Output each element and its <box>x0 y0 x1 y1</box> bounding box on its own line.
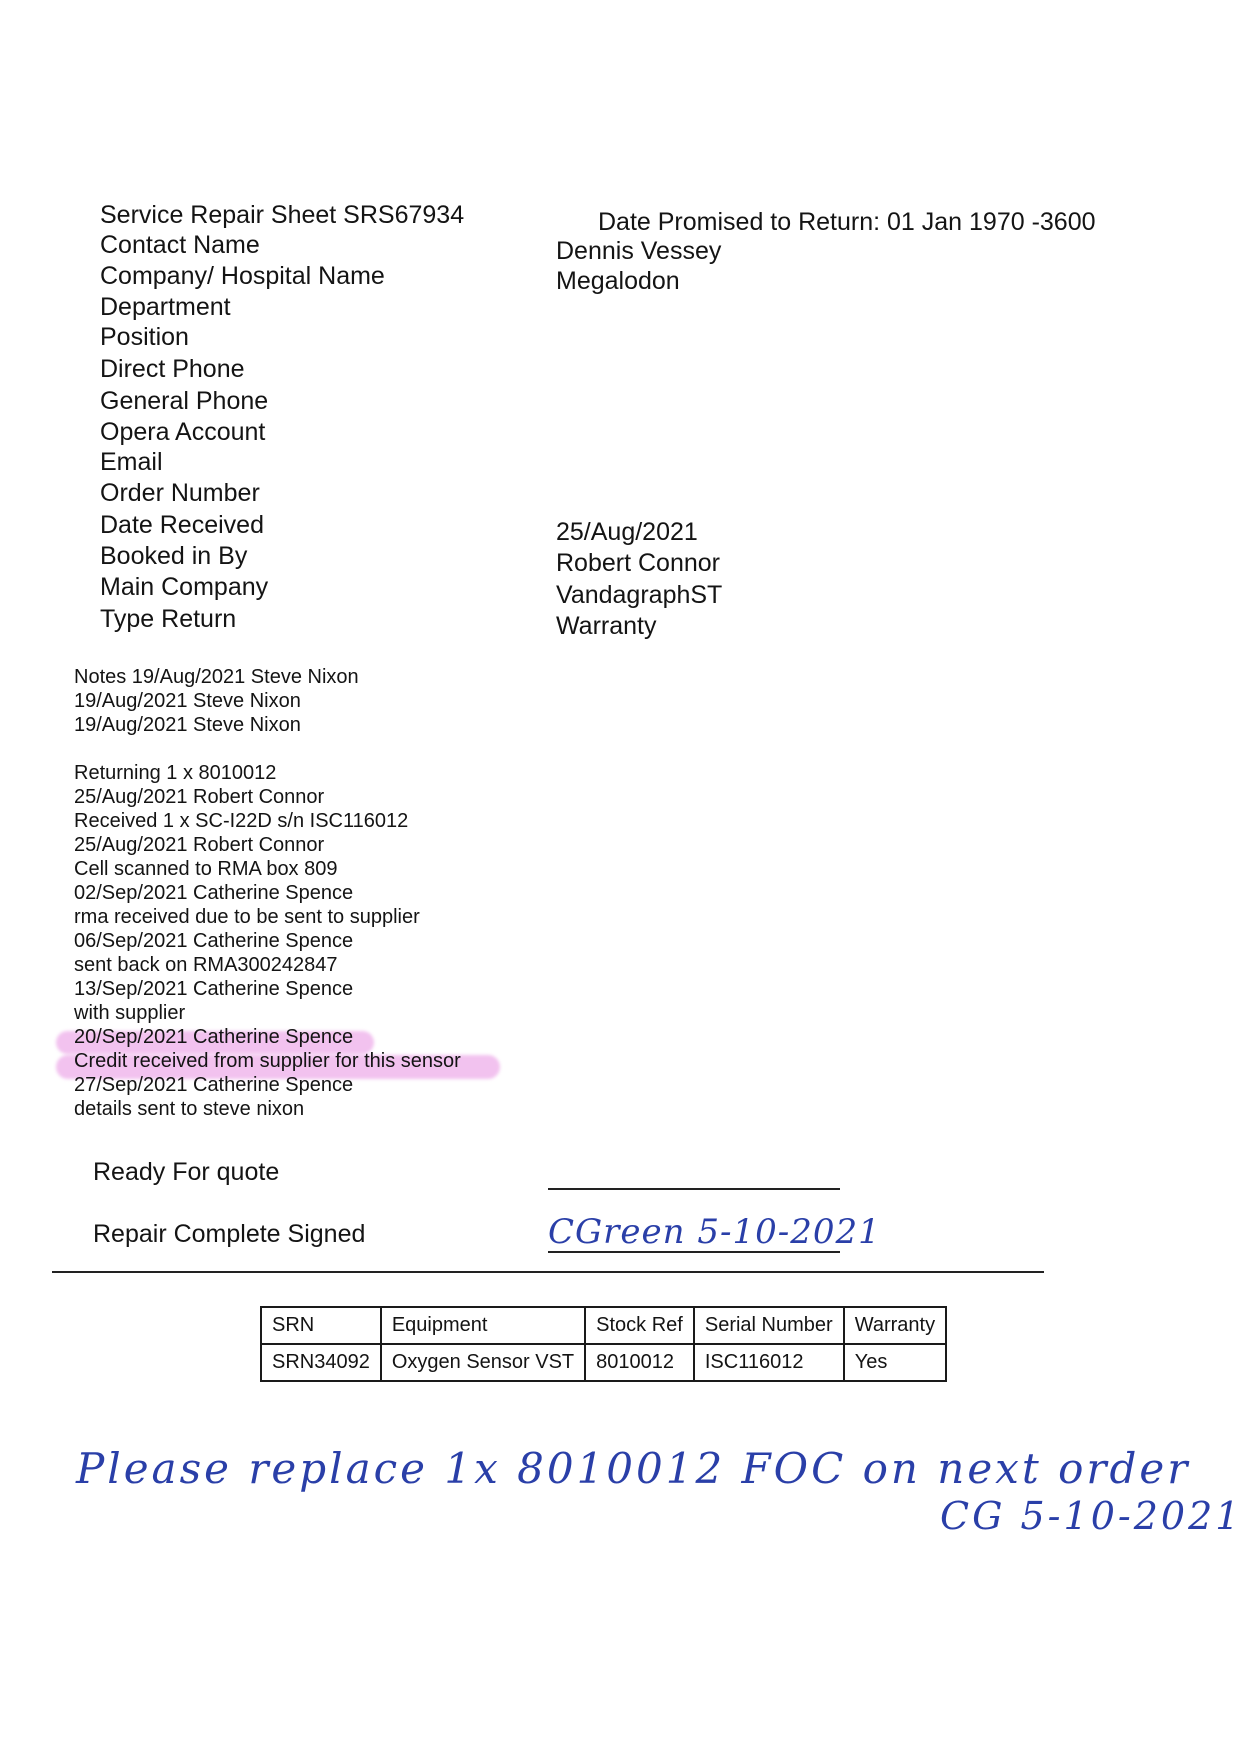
main-company-label: Main Company <box>100 573 269 601</box>
department-label: Department <box>100 293 231 321</box>
contact-name-label: Contact Name <box>100 231 260 259</box>
company-label: Company/ Hospital Name <box>100 262 385 290</box>
note-line: Notes 19/Aug/2021 Steve Nixon <box>74 666 359 688</box>
note-line: 20/Sep/2021 Catherine Spence <box>74 1026 354 1048</box>
table-cell: Oxygen Sensor VST <box>381 1344 585 1381</box>
column-header: Serial Number <box>694 1307 844 1344</box>
general-phone-label: General Phone <box>100 387 269 415</box>
note-line: 25/Aug/2021 Robert Connor <box>74 786 325 808</box>
note-line: with supplier <box>74 1002 186 1024</box>
handwritten-signature: CGreen 5-10-2021 <box>548 1212 881 1252</box>
type-return-label: Type Return <box>100 605 237 633</box>
column-header: Equipment <box>381 1307 585 1344</box>
repair-complete-label: Repair Complete Signed <box>93 1220 366 1248</box>
booked-in-by-value: Robert Connor <box>556 549 720 577</box>
column-header: Stock Ref <box>585 1307 694 1344</box>
signature-line <box>548 1251 840 1253</box>
note-line: Cell scanned to RMA box 809 <box>74 858 338 880</box>
note-line: Received 1 x SC-I22D s/n ISC116012 <box>74 810 409 832</box>
equipment-table <box>260 1306 947 1382</box>
note-line: 02/Sep/2021 Catherine Spence <box>74 882 354 904</box>
note-line: sent back on RMA300242847 <box>74 954 338 976</box>
handwritten-initials: CG 5-10-2021 <box>940 1494 1243 1538</box>
date-received-label: Date Received <box>100 511 264 539</box>
main-company-value: VandagraphST <box>556 581 723 609</box>
table-cell: 8010012 <box>585 1344 694 1381</box>
email-label: Email <box>100 448 163 476</box>
table-header-row <box>261 1307 946 1344</box>
table-row <box>261 1344 946 1381</box>
direct-phone-label: Direct Phone <box>100 355 245 383</box>
booked-in-by-label: Booked in By <box>100 542 248 570</box>
contact-name-value: Dennis Vessey <box>556 237 722 265</box>
table-cell: Yes <box>844 1344 946 1381</box>
column-header: SRN <box>261 1307 381 1344</box>
note-line: Credit received from supplier for this sensor <box>74 1050 461 1072</box>
note-line: 13/Sep/2021 Catherine Spence <box>74 978 354 1000</box>
sheet-title: Service Repair Sheet SRS67934 <box>100 201 465 229</box>
note-line: details sent to steve nixon <box>74 1098 305 1120</box>
column-header: Warranty <box>844 1307 946 1344</box>
company-value: Megalodon <box>556 267 680 295</box>
note-line: 19/Aug/2021 Steve Nixon <box>74 714 301 736</box>
date-received-value: 25/Aug/2021 <box>556 518 698 546</box>
note-line: Returning 1 x 8010012 <box>74 762 277 784</box>
type-return-value: Warranty <box>556 612 657 640</box>
handwritten-note: Please replace 1x 8010012 FOC on next order <box>76 1444 1191 1493</box>
note-line: 19/Aug/2021 Steve Nixon <box>74 690 301 712</box>
date-promised: Date Promised to Return: 01 Jan 1970 -3600 <box>598 208 1096 236</box>
order-number-label: Order Number <box>100 479 260 507</box>
note-line: 25/Aug/2021 Robert Connor <box>74 834 325 856</box>
signature-line <box>548 1188 840 1190</box>
table-cell: SRN34092 <box>261 1344 381 1381</box>
note-line: 27/Sep/2021 Catherine Spence <box>74 1074 354 1096</box>
note-line: rma received due to be sent to supplier <box>74 906 420 928</box>
position-label: Position <box>100 323 189 351</box>
note-line: 06/Sep/2021 Catherine Spence <box>74 930 354 952</box>
table-cell: ISC116012 <box>694 1344 844 1381</box>
section-divider <box>52 1271 1044 1273</box>
ready-for-quote-label: Ready For quote <box>93 1158 280 1186</box>
opera-account-label: Opera Account <box>100 418 266 446</box>
